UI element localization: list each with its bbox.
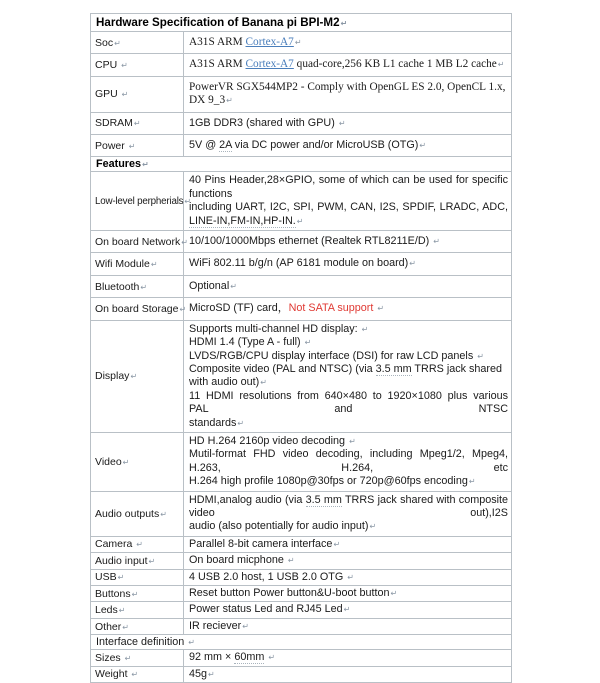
value-line (189, 302, 508, 315)
value-line (189, 257, 508, 270)
value-line (189, 651, 508, 664)
value-text: Mutil-format FHD video decoding, including Mpeg1/2, Mpeg4, H.263, H.264, etc (189, 448, 509, 474)
hardware-spec-table (90, 13, 512, 683)
value-text: TRRS jack shared with composite video out),I2S (189, 493, 509, 519)
spec-label-low-level-perpherials (91, 172, 191, 231)
paragraph-mark-icon: ↵ (260, 378, 267, 388)
paragraph-mark-icon: ↵ (124, 653, 132, 663)
value-text: TRRS jack shared with audio out) (189, 362, 503, 389)
value-text: Supports multi-channel HD display: (189, 322, 361, 335)
cortex-a7-link[interactable]: Cortex-A7 (245, 36, 294, 48)
paragraph-mark-icon: ↵ (117, 573, 125, 583)
spec-label-on-board-storage (91, 298, 187, 320)
spec-row-audio-outputs (91, 491, 512, 536)
spec-value-video (184, 432, 512, 491)
spec-value-sdram (184, 112, 512, 134)
value-line (189, 435, 508, 448)
spec-label-text: Camera (95, 538, 136, 551)
paragraph-mark-icon: ↵ (268, 653, 276, 663)
spec-label-text: GPU (95, 88, 121, 101)
paragraph-mark-icon: ↵ (409, 259, 416, 269)
paragraph-mark-icon: ↵ (130, 372, 138, 382)
spec-row-sizes (91, 650, 512, 666)
spec-label-text: SDRAM (95, 117, 133, 130)
spec-row-camera (91, 536, 512, 552)
spec-value-wifi-module (184, 253, 512, 275)
value-text: 60mm (234, 651, 265, 664)
spec-row-cpu (91, 54, 512, 76)
value-line (189, 336, 508, 349)
value-line (189, 350, 508, 363)
value-text: via DC power and/or MicroUSB (OTG) (231, 139, 419, 152)
paragraph-mark-icon: ↵ (419, 141, 427, 151)
paragraph-mark-icon: ↵ (140, 282, 148, 292)
spec-label-camera (91, 536, 184, 552)
value-text: 3.5 mm (375, 362, 412, 375)
value-text: 3.5 mm (305, 493, 342, 506)
value-text: LVDS/RGB/CPU display interface (DSI) for raw LCD panels (189, 349, 477, 362)
paragraph-mark-icon: ↵ (296, 216, 304, 226)
spec-label-leds (91, 602, 184, 618)
spec-label-soc (91, 32, 184, 54)
value-text: 40 Pins Header,28×GPIO, some of which can be used for specific functions (189, 174, 509, 200)
value-line (189, 280, 508, 293)
paragraph-mark-icon: ↵ (133, 119, 141, 129)
spec-label-text: CPU (95, 59, 121, 72)
spec-value-usb (184, 569, 512, 585)
paragraph-mark-icon: ↵ (122, 457, 130, 467)
spec-label-audio-input (91, 553, 184, 569)
spec-label-text: Wifi Module (95, 258, 150, 271)
value-line (189, 520, 508, 533)
value-line (189, 538, 508, 551)
paragraph-mark-icon: ↵ (131, 670, 139, 680)
value-line (189, 323, 508, 336)
spec-label-audio-outputs (91, 491, 184, 536)
paragraph-mark-icon: ↵ (242, 621, 249, 631)
value-text: Parallel 8-bit camera interface (189, 537, 333, 550)
value-line (189, 417, 508, 430)
value-line (189, 475, 508, 488)
paragraph-mark-icon: ↵ (377, 304, 385, 314)
spec-label-video (91, 432, 184, 491)
section-header-text: Features (96, 158, 142, 171)
value-line (189, 668, 508, 681)
paragraph-mark-icon: ↵ (477, 351, 484, 361)
spec-row-sdram (91, 112, 512, 134)
value-line (189, 390, 508, 417)
section-header (91, 157, 512, 172)
spec-label-usb (91, 569, 184, 585)
value-text: standards (189, 416, 237, 429)
spec-value-audio-input (184, 553, 512, 569)
spec-value-camera (184, 536, 512, 552)
paragraph-mark-icon: ↵ (497, 60, 505, 70)
spec-row-leds (91, 602, 512, 618)
paragraph-mark-icon: ↵ (136, 540, 143, 550)
value-text: HDMI 1.4 (Type A - full) (189, 336, 304, 349)
spec-value-gpu (184, 76, 512, 112)
cortex-a7-link[interactable]: Cortex-A7 (245, 58, 294, 71)
spec-label-text: Buttons (95, 587, 131, 600)
value-text: audio (also potentially for audio input) (189, 520, 369, 533)
spec-label-text: On board Storage (95, 302, 179, 315)
value-line (189, 620, 508, 633)
table-title-row (91, 14, 512, 32)
value-line (189, 117, 508, 130)
spec-value-cpu (184, 54, 512, 76)
spec-table-body (91, 14, 512, 683)
paragraph-mark-icon: ↵ (237, 418, 245, 428)
spec-label-text: Other (95, 620, 122, 633)
spec-value-leds (184, 602, 512, 618)
value-line (189, 587, 508, 600)
value-text: H.264 high profile 1080p@30fps or 720p@60fps encoding (189, 475, 468, 488)
value-text: Optional (189, 279, 230, 292)
paragraph-mark-icon: ↵ (349, 436, 356, 446)
paragraph-mark-icon: ↵ (128, 141, 136, 151)
section-row-features (91, 157, 512, 172)
value-line (189, 201, 508, 214)
paragraph-mark-icon: ↵ (340, 19, 348, 28)
spec-value-low-level-perpherials (184, 172, 512, 231)
table-title-text: Hardware Specification of Banana pi BPI-M2 (96, 16, 340, 29)
value-text: Reset button Power button&U-boot button (189, 587, 390, 599)
value-text: Composite video (PAL and NTSC) (via (189, 362, 376, 375)
spec-row-other (91, 618, 512, 634)
spec-row-buttons (91, 586, 512, 602)
paragraph-mark-icon: ↵ (150, 260, 158, 270)
spec-label-bluetooth (91, 275, 184, 297)
spec-label-text: Leds (95, 604, 118, 617)
spec-label-sizes (91, 650, 184, 666)
spec-label-text: On board Network (95, 235, 181, 248)
spec-value-other (184, 618, 512, 634)
spec-label-text: Display (95, 370, 130, 383)
paragraph-mark-icon: ↵ (343, 605, 351, 615)
paragraph-mark-icon: ↵ (121, 90, 129, 100)
spec-label-text: Bluetooth (95, 280, 140, 293)
value-text: LINE-IN,FM-IN,HP-IN. (189, 214, 296, 227)
spec-label-display (91, 320, 184, 432)
spec-row-video (91, 432, 512, 491)
spec-label-cpu (91, 54, 184, 76)
spec-row-bluetooth (91, 275, 512, 297)
value-text: Power status Led and RJ45 Led (189, 603, 343, 616)
value-text: quad-core,256 KB L1 cache 1 MB L2 cache (293, 58, 497, 71)
spec-row-weight (91, 666, 512, 682)
paragraph-mark-icon: ↵ (148, 556, 156, 566)
spec-label-text: Audio input (95, 554, 148, 567)
paragraph-mark-icon: ↵ (333, 539, 341, 549)
value-text: A31S ARM (189, 36, 246, 48)
value-line (189, 494, 508, 521)
spec-row-gpu (91, 76, 512, 112)
value-text: 4 USB 2.0 host, 1 USB 2.0 OTG (189, 570, 347, 583)
paragraph-mark-icon: ↵ (369, 522, 377, 532)
value-line (189, 571, 508, 584)
spec-value-weight (184, 666, 512, 682)
spec-label-text: Audio outputs (95, 507, 160, 520)
spec-value-buttons (184, 586, 512, 602)
value-text: HDMI,analog audio (via (189, 493, 306, 506)
value-line (189, 603, 508, 616)
paragraph-mark-icon: ↵ (468, 477, 476, 487)
paragraph-mark-icon: ↵ (184, 196, 191, 206)
paragraph-mark-icon: ↵ (294, 38, 302, 47)
table-title (91, 14, 512, 32)
value-text: IR reciever (189, 619, 242, 632)
value-text: PowerVR SGX544MP2 - Comply with OpenGL ES 2.0, OpenCL 1.x, DX 9_3 (189, 80, 506, 107)
paragraph-mark-icon: ↵ (188, 638, 195, 648)
spec-label-text: Video (95, 455, 122, 468)
spec-value-display (184, 320, 512, 432)
value-text: 2A (219, 139, 232, 152)
value-line (189, 174, 508, 201)
paragraph-mark-icon: ↵ (226, 96, 233, 106)
value-line (189, 235, 508, 248)
value-text: 5V @ (189, 139, 220, 152)
value-text: HD H.264 2160p video decoding (189, 434, 349, 447)
paragraph-mark-icon: ↵ (433, 237, 440, 247)
paragraph-mark-icon: ↵ (131, 589, 139, 599)
paragraph-mark-icon: ↵ (390, 589, 398, 598)
spec-row-low-level-perpherials (91, 172, 512, 231)
spec-value-audio-outputs (184, 491, 512, 536)
value-text: 10/100/1000Mbps ethernet (Realtek RTL8211E/D) (189, 235, 433, 248)
spec-label-text: Power (95, 139, 128, 152)
value-text: A31S ARM (189, 58, 246, 71)
value-text (264, 651, 267, 663)
spec-value-soc (184, 32, 512, 54)
spec-label-wifi-module (91, 253, 184, 275)
value-text: On board micphone (189, 554, 287, 567)
spec-row-usb (91, 569, 512, 585)
spec-label-text: Sizes (95, 651, 124, 664)
paragraph-mark-icon: ↵ (181, 237, 188, 247)
spec-value-sizes (184, 650, 512, 666)
spec-label-power (91, 135, 184, 157)
spec-value-power (184, 135, 512, 157)
spec-label-sdram (91, 112, 184, 134)
value-line (189, 81, 508, 108)
spec-row-on-board-storage (91, 298, 512, 320)
value-text: including UART, I2C, SPI, PWM, CAN, I2S, SPDIF, LRADC, ADC, (189, 201, 509, 214)
value-text: 92 mm × (189, 651, 235, 664)
spec-row-display (91, 320, 512, 432)
value-text: 11 HDMI resolutions from 640×480 to 1920×1080 plus various PAL and NTSC (189, 389, 509, 416)
paragraph-mark-icon: ↵ (230, 281, 237, 291)
section-row-interface-definition (91, 635, 512, 650)
value-text: 1GB DDR3 (shared with GPU) (189, 116, 338, 129)
paragraph-mark-icon: ↵ (121, 61, 128, 71)
paragraph-mark-icon: ↵ (338, 118, 346, 128)
paragraph-mark-icon: ↵ (347, 572, 354, 582)
paragraph-mark-icon: ↵ (179, 304, 187, 314)
paragraph-mark-icon: ↵ (114, 38, 121, 48)
section-header-text: Interface definition (96, 636, 188, 649)
spec-value-on-board-storage (184, 298, 512, 320)
value-text: MicroSD (TF) card， (189, 302, 289, 315)
paragraph-mark-icon: ↵ (361, 324, 369, 334)
spec-row-on-board-network (91, 231, 512, 253)
value-line (189, 554, 508, 567)
value-line (189, 58, 508, 71)
spec-label-text: USB (95, 571, 117, 584)
spec-row-wifi-module (91, 253, 512, 275)
section-header (91, 635, 512, 650)
paragraph-mark-icon: ↵ (287, 556, 295, 566)
value-line (189, 139, 508, 152)
value-line (189, 215, 508, 228)
spec-label-text: Low-level perpherials (95, 195, 184, 207)
spec-label-weight (91, 666, 184, 682)
spec-row-audio-input (91, 553, 512, 569)
value-text: 45g (189, 667, 208, 680)
spec-value-bluetooth (184, 275, 512, 297)
paragraph-mark-icon: ↵ (118, 606, 126, 616)
value-line (189, 363, 508, 390)
spec-label-on-board-network (91, 231, 188, 253)
spec-row-power (91, 135, 512, 157)
spec-label-text: Weight (95, 668, 131, 681)
paragraph-mark-icon: ↵ (304, 338, 312, 348)
spec-value-on-board-network (184, 231, 512, 253)
value-line (189, 36, 508, 49)
paragraph-mark-icon: ↵ (142, 160, 149, 170)
paragraph-mark-icon: ↵ (122, 622, 129, 632)
paragraph-mark-icon: ↵ (208, 669, 215, 679)
spec-label-other (91, 618, 184, 634)
paragraph-mark-icon: ↵ (160, 509, 167, 519)
value-text: WiFi 802.11 b/g/n (AP 6181 module on board) (189, 257, 409, 270)
value-text: Not SATA support (288, 302, 377, 315)
spec-row-soc (91, 32, 512, 54)
value-line (189, 448, 508, 475)
spec-label-gpu (91, 76, 184, 112)
spec-label-buttons (91, 586, 184, 602)
spec-label-text: Soc (95, 36, 114, 49)
